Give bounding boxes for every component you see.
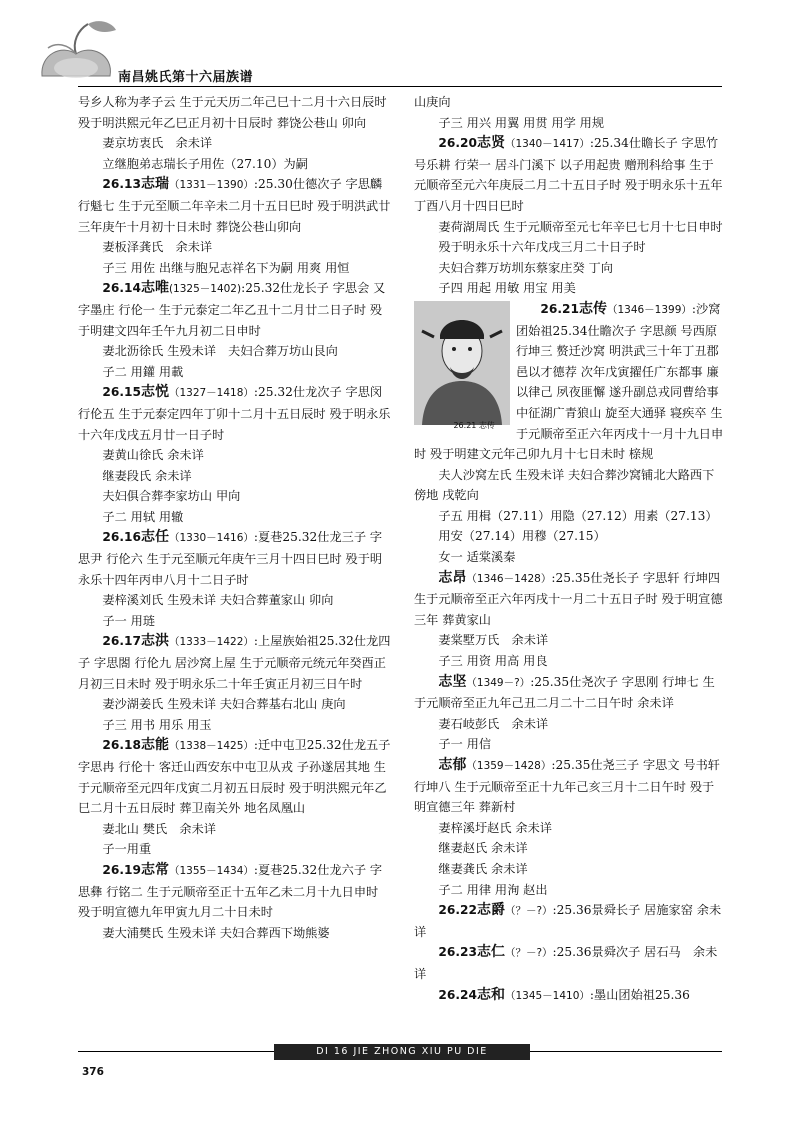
entry-name: 志昂: [438, 569, 467, 586]
text-line: 子三 用资 用高 用良: [438, 654, 548, 669]
entry-name: 志传: [578, 300, 607, 317]
entry-dates: （1349－?）: [466, 676, 531, 689]
text-line: 子三 用佐 出继与胞兄志祥名下为嗣 用爽 用恒: [102, 260, 350, 275]
entry-dates: (1325－1402): [168, 283, 242, 296]
text-line: 妻沙湖姜氏 生殁未详 夫妇合葬基右北山 庚向: [102, 697, 346, 712]
entry-number: 26.13: [102, 177, 141, 192]
entry-number: 26.21: [540, 301, 579, 316]
text-line: 子五 用楫（27.11）用隐（27.12）用素（27.13）用安（27.14）用穆（27.15）: [438, 508, 718, 544]
text-line: 子三 用书 用乐 用玉: [102, 717, 212, 732]
text-line: 山庚向: [414, 95, 451, 109]
entry-number: 26.17: [102, 634, 141, 649]
text-line: 立继胞弟志瑞长子用佐（27.10）为嗣: [102, 156, 308, 171]
entry-dates: （1345－1410）: [504, 989, 590, 1002]
entry-26-18: [78, 735, 394, 818]
entry-number: 26.19: [102, 862, 141, 877]
entry-number: 26.24: [438, 987, 477, 1002]
entry-text: :25.36景舜长子 居施家窑 余未详: [414, 903, 722, 939]
text-line: 继妻段氏 余未详: [102, 468, 192, 483]
entry-number: 26.20: [438, 136, 477, 151]
entry-26-21: [414, 299, 724, 465]
entry-26-19: [78, 860, 394, 923]
entry-dates: （1346－1428）: [466, 572, 552, 585]
text-line: 号乡人称为孝子云 生于元天历二年己巳十二月十六日辰时 殁于明洪熙元年乙巳正月初十日辰时 葬饶公巷山 卯向: [78, 95, 387, 130]
entry-text: :迁中屯卫25.32仕龙五子 字思冉 行伦十 客迁山西安东中屯卫从戎 子孙遂居其地 生于元顺帝至元四年戊寅二月初五日辰时 殁于明洪熙元年乙巳二月十五日辰时 葬卫南关外 地名凤凰山: [78, 738, 391, 816]
text-line: 妻北山 樊氏 余未详: [102, 821, 216, 836]
entry-name: 志瑞: [140, 176, 169, 193]
entry-26-20: [414, 133, 724, 216]
text-line: 子二 用律 用洵 赵出: [438, 882, 548, 897]
entry-zhiang: [414, 568, 724, 631]
left-column: [78, 92, 394, 943]
entry-name: 志贤: [476, 135, 505, 152]
entry-name: 志坚: [438, 673, 467, 690]
entry-number: 26.15: [102, 385, 141, 400]
entry-text: :沙窝团始祖25.34仕瞻次子 字思颜 号西原 行坤三 赘迁沙窝 明洪武三十年丁丑郡邑以才德荐 次年戊寅擢任广东都事 廉以律己 夙夜匪懈 遂升副总戎同曹给事中征湖广青狼山 旋至大通驿 寝疾卒 生于元顺帝至正六年丙戌十一月十九日申时 殁于明建文元年己卯九月十七日未时 榇规: [414, 301, 724, 462]
text-line: 妻梓溪圩赵氏 余未详: [438, 820, 552, 835]
entry-name: 志悦: [140, 384, 169, 401]
text-line: 妻大浦樊氏 生殁未详 夫妇合葬西下坳熊婆: [102, 925, 330, 940]
right-column: [414, 92, 724, 1006]
text-line: 子一 用琏: [102, 613, 156, 628]
entry-dates: （1333－1422）: [168, 636, 254, 649]
entry-name: 志仁: [476, 944, 505, 961]
entry-name: 志常: [140, 861, 169, 878]
text-line: 妻黄山徐氏 余未详: [102, 448, 204, 463]
text-line: 妻棠墅万氏 余未详: [438, 633, 549, 648]
text-line: 妻荷湖周氏 生于元顺帝至元七年辛巳七月十七日申时 殁于明永乐十六年戊戌三月二十日子时: [438, 219, 723, 255]
entry-zhiyu: [414, 755, 724, 818]
entry-text: :夏巷25.32仕龙六子 字思彝 行铭二 生于元顺帝至正十五年乙未二月十九日申时 殁于明宣德九年甲寅九月二十日未时: [78, 862, 383, 920]
entry-number: 26.18: [102, 738, 141, 753]
entry-name: 志洪: [140, 633, 169, 650]
entry-dates: （1355－1434）: [168, 864, 254, 877]
text-line: 子二 用轼 用辙: [102, 509, 184, 524]
entry-text: :25.32仕龙次子 字思闵 行伦五 生于元泰定四年丁卯十二月十五日辰时 殁于明永乐十六年戊戌五月廿一日子时: [78, 385, 391, 442]
entry-text: :25.36景舜次子 居石马 余未详: [414, 945, 718, 981]
entry-number: 26.14: [102, 281, 141, 296]
page-title: 南昌姚氏第十六届族谱: [118, 70, 254, 85]
entry-dates: （1331－1390）: [168, 179, 254, 192]
entry-name: 志唯: [140, 280, 169, 297]
text-line: 继妻赵氏 余未详: [438, 841, 528, 856]
entry-dates: （1338－1425）: [168, 740, 254, 753]
entry-26-16: [78, 527, 394, 590]
text-line: 子二 用鑵 用載: [102, 364, 184, 379]
text-line: 妻京坊衷氏 余未详: [102, 136, 213, 151]
text-line: 子一 用信: [438, 737, 492, 752]
entry-dates: （1340－1417）: [504, 138, 590, 151]
text-line: 妻北沥徐氏 生殁未详 夫妇合葬万坊山艮向: [102, 344, 338, 359]
entry-number: 26.23: [438, 945, 477, 960]
entry-text: :夏巷25.32仕龙三子 字思尹 行伦六 生于元至顺元年庚午三月十四日巳时 殁于明永乐十四年丙申八月十二日子时: [78, 530, 383, 587]
peach-logo-icon: [32, 14, 122, 84]
text-line: 子四 用起 用敏 用宝 用美: [438, 281, 576, 296]
text-line: 夫妇合葬万坊圳东蔡家庄癸 丁向: [438, 260, 613, 275]
entry-text: :25.35仕尧长子 字思轩 行坤四 生于元顺帝至正六年丙戌十一月二十五日子时 殁于明宣德三年 葬黄家山: [414, 570, 723, 627]
entry-name: 志郁: [438, 757, 467, 773]
text-line: 继妻龚氏 余未详: [438, 861, 528, 876]
entry-26-15: [78, 382, 394, 445]
entry-dates: （？－?）: [504, 947, 553, 960]
entry-dates: （1330－1416）: [168, 532, 254, 545]
entry-dates: （1327－1418）: [168, 387, 254, 400]
text-line: 子一用重: [102, 842, 152, 857]
entry-text: :上屋族始祖25.32仕龙四子 字思閤 行伦九 居沙窝上屋 生于元顺帝元统元年癸酉正月初三日未时 殁于明永乐二十年壬寅正月初三日午时: [78, 634, 391, 691]
portrait-figure-icon: [414, 301, 510, 425]
text-line: 夫人沙窝左氏 生殁未详 夫妇合葬沙窝铺北大路西下傍地 戌乾向: [414, 467, 715, 503]
footer-band-label: DI 16 JIE ZHONG XIU PU DIE: [274, 1044, 530, 1060]
entry-text: :25.34仕瞻长子 字思竹 号乐耕 行荣一 居斗门溪下 以子用起贵 赠刑科给事 生于元顺帝至元六年庚辰二月二十五日子时 殁于明永乐十五年丁酉八月十四日巳时: [414, 136, 723, 213]
text-line: 子三 用兴 用翼 用贯 用学 用规: [438, 115, 605, 130]
entry-26-24: [414, 985, 724, 1007]
entry-zhijian: [414, 672, 724, 714]
entry-26-17: [78, 631, 394, 694]
text-line: 妻梓溪刘氏 生殁未详 夫妇合葬董家山 卯向: [102, 593, 334, 608]
entry-26-23: [414, 942, 724, 984]
entry-dates: （1359－1428）: [466, 760, 552, 772]
entry-26-22: [414, 900, 724, 942]
entry-text: :25.32仕龙长子 字思会 又字墨庄 行伦一 生于元泰定二年乙丑十二月廿二日子时 殁于明建文四年壬午九月初二日申时: [78, 281, 386, 338]
page-header: [0, 0, 800, 95]
page-number: 376: [82, 1066, 104, 1078]
entry-name: 志爵: [476, 902, 505, 919]
entry-text: :25.35仕尧次子 字思刚 行坤七 生于元顺帝至正九年己丑二月二十二日午时 余未详: [414, 674, 715, 711]
text-line: 夫妇俱合葬李家坊山 甲向: [102, 489, 241, 504]
entry-26-14: [78, 278, 394, 341]
portrait-caption: 26.21 志传: [453, 421, 495, 431]
entry-text: :25.35仕尧三子 字思文 号书轩 行坤八 生于元顺帝至正十九年己亥三月十二日午时 殁于明宣德三年 葬新村: [414, 758, 720, 815]
entry-name: 志和: [476, 986, 505, 1003]
text-line: 女一 适棠溪秦: [438, 550, 516, 565]
portrait-image: [414, 301, 510, 435]
entry-text: :25.30仕德次子 字思麟 行魁七 生于元至顺二年辛未二月十五日巳时 殁于明洪武廿三年庚午十月初十日未时 葬饶公巷山卯向: [78, 177, 391, 234]
entry-26-13: [78, 174, 394, 237]
header-rule: [78, 86, 722, 87]
entry-text: :墨山团始祖25.36: [589, 987, 690, 1002]
entry-name: 志能: [140, 737, 169, 754]
entry-dates: （1346－1399）: [606, 303, 692, 316]
text-line: 妻板泽龚氏 余未详: [102, 240, 213, 255]
entry-dates: （？－?）: [504, 905, 553, 918]
entry-name: 志任: [140, 529, 169, 546]
entry-number: 26.16: [102, 530, 141, 545]
text-line: 妻石岐彭氏 余未详: [438, 716, 549, 731]
footer-band: [78, 1044, 722, 1060]
entry-number: 26.22: [438, 903, 477, 918]
